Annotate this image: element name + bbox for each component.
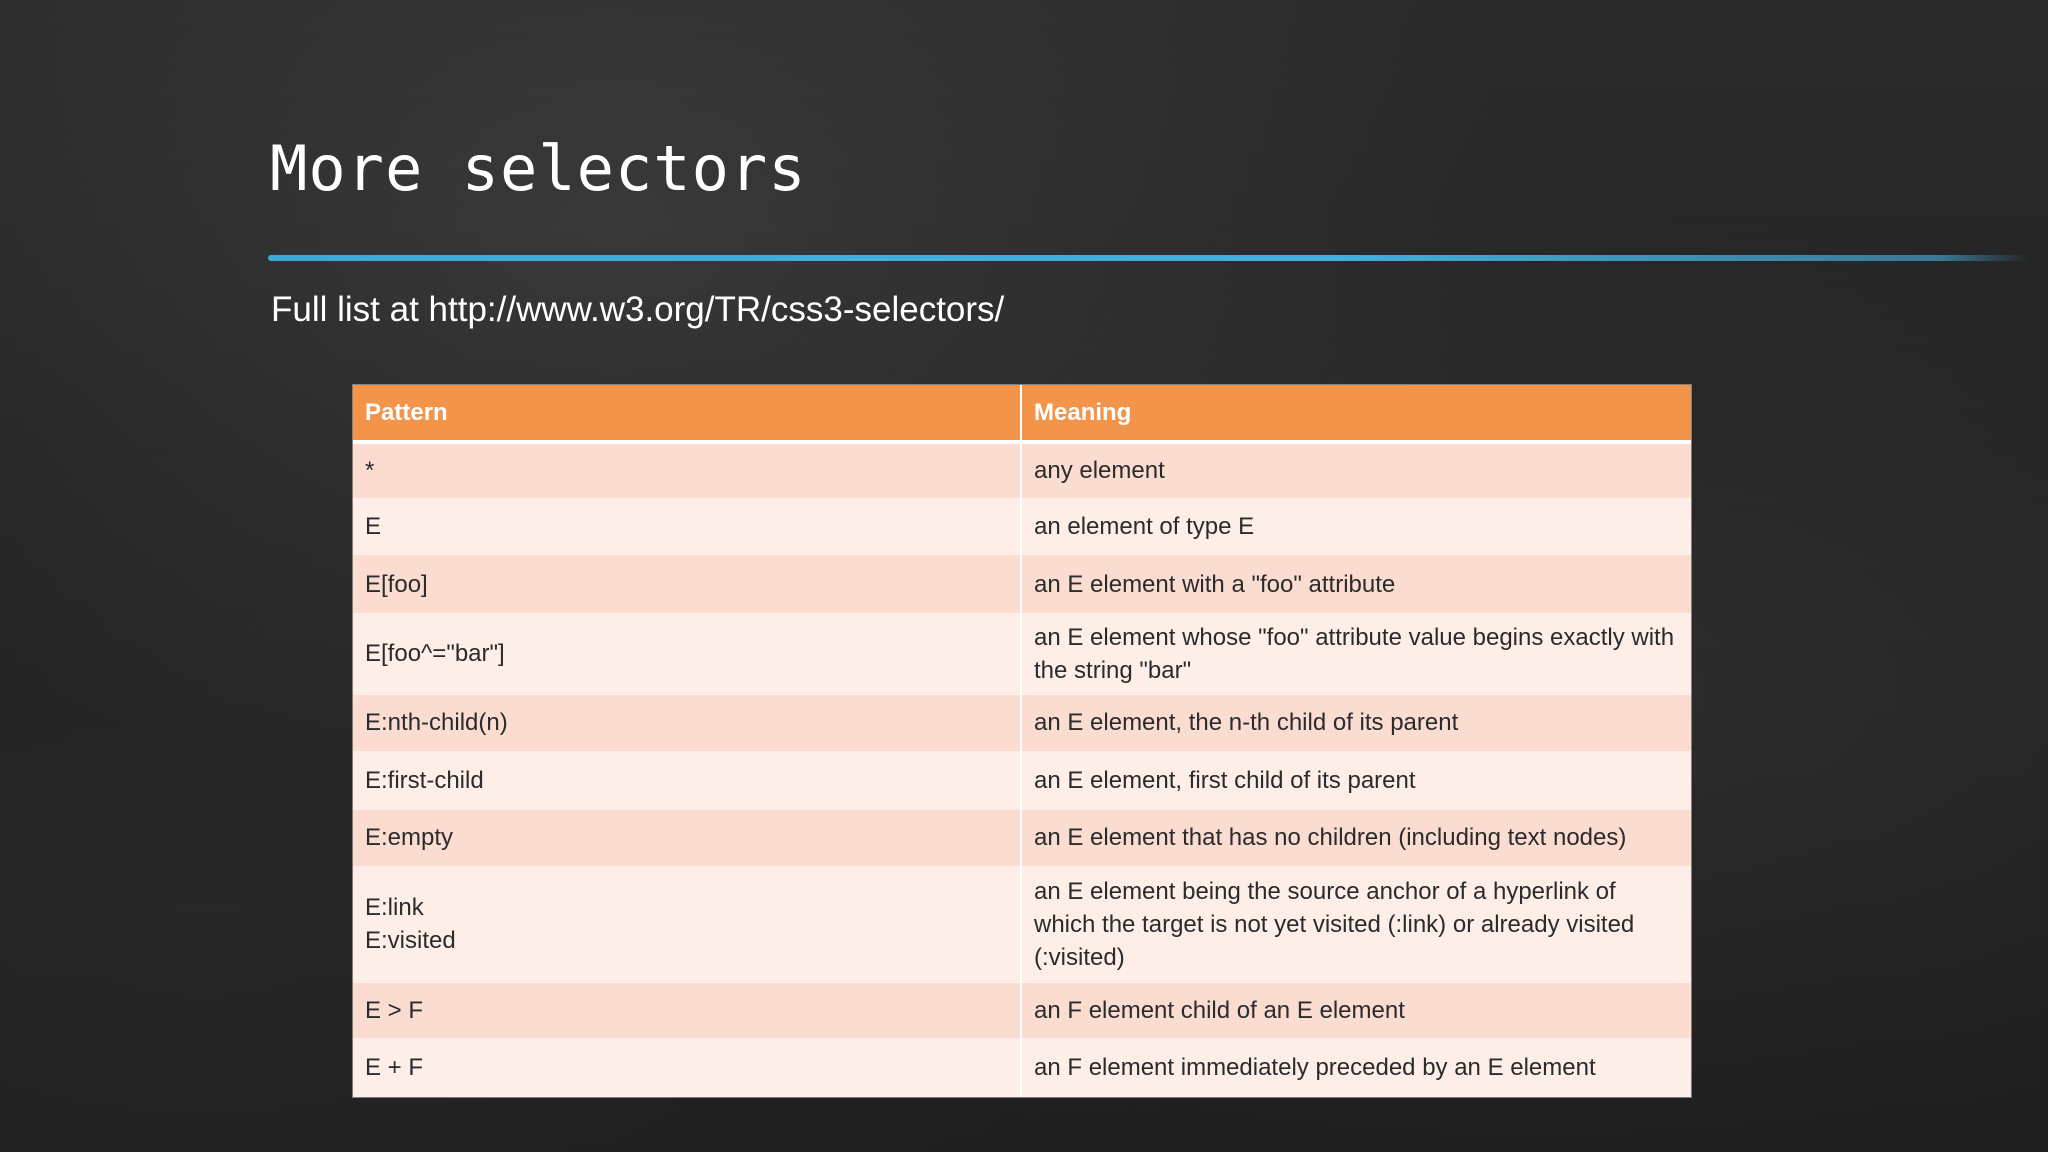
table-row: [353, 498, 1691, 556]
header-meaning: Meaning: [1021, 385, 1691, 442]
table-row: [353, 751, 1691, 810]
table-row: [353, 695, 1691, 752]
meaning-cell: an E element, first child of its parent: [1021, 751, 1691, 810]
pattern-cell: E:empty: [353, 810, 1021, 866]
meaning-cell: an E element that has no children (including text nodes): [1021, 810, 1691, 866]
table-row: [353, 810, 1691, 866]
header-pattern: Pattern: [353, 385, 1021, 442]
meaning-cell: any element: [1021, 442, 1691, 498]
selectors-table: [353, 385, 1691, 1097]
meaning-cell: an E element whose "foo" attribute value begins exactly with the string "bar": [1021, 613, 1691, 695]
table-row: [353, 613, 1691, 695]
pattern-cell: E:nth-child(n): [353, 695, 1021, 752]
meaning-cell: an E element, the n-th child of its parent: [1021, 695, 1691, 752]
meaning-cell: an E element with a "foo" attribute: [1021, 555, 1691, 613]
pattern-cell: E > F: [353, 983, 1021, 1039]
meaning-cell: an element of type E: [1021, 498, 1691, 556]
slide-subtitle: Full list at http://www.w3.org/TR/css3-selectors/: [271, 290, 1005, 329]
table-header-row: [353, 385, 1691, 442]
pattern-cell: E[foo^="bar"]: [353, 613, 1021, 695]
title-divider: [268, 255, 2028, 261]
pattern-cell: E + F: [353, 1038, 1021, 1097]
pattern-cell: E:first-child: [353, 751, 1021, 810]
table-row: [353, 983, 1691, 1039]
table-row: [353, 442, 1691, 498]
pattern-cell: E[foo]: [353, 555, 1021, 613]
pattern-cell: E:link E:visited: [353, 866, 1021, 983]
meaning-cell: an F element child of an E element: [1021, 983, 1691, 1039]
table-row: [353, 555, 1691, 613]
pattern-cell: E: [353, 498, 1021, 556]
meaning-cell: an F element immediately preceded by an E element: [1021, 1038, 1691, 1097]
table-row: [353, 1038, 1691, 1097]
table-row: [353, 866, 1691, 983]
pattern-cell: *: [353, 442, 1021, 498]
slide-title: More selectors: [270, 132, 807, 205]
meaning-cell: an E element being the source anchor of a hyperlink of which the target is not yet visited (:link) or already visited (:visited): [1021, 866, 1691, 983]
